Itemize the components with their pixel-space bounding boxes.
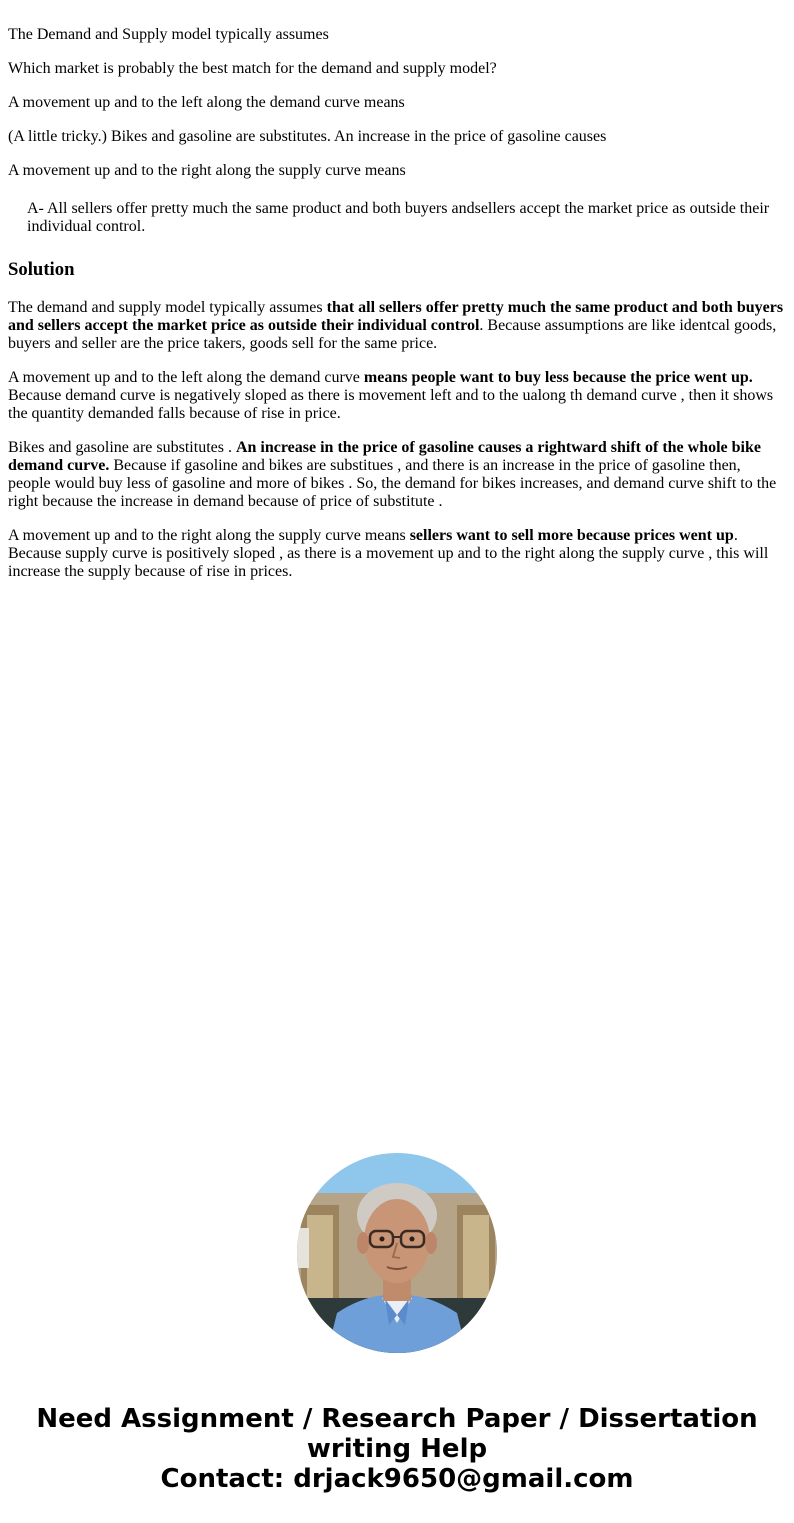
solution-paragraph-1 — [8, 299, 786, 353]
document-body — [8, 26, 786, 597]
question-1: The Demand and Supply model typically assumes — [8, 26, 329, 43]
solution-4-text: A movement up and to the right along the supply curve means — [8, 527, 410, 544]
answer-a: A- All sellers offer pretty much the same product and both buyers andsellers accept the market price as outside their individual control. — [27, 200, 770, 235]
solution-paragraph-3 — [8, 439, 786, 511]
solution-4-text-after: . Because supply curve is positively sloped , as there is a movement up and to the right along the supply curve , this will increase the supply because of rise in prices. — [8, 527, 769, 580]
solution-3-text: Bikes and gasoline are substitutes . — [8, 439, 236, 456]
solution-1-text: The demand and supply model typically assumes — [8, 299, 327, 316]
solution-2-text-after: Because demand curve is negatively sloped as there is movement left and to the ualong th demand curve , then it shows the quantity demanded falls because of rise in price. — [8, 387, 774, 422]
solution-1-bold: that all sellers offer pretty much the same product and both buyers and sellers accept the market price as outside their individual control — [8, 299, 784, 334]
solution-2-text: A movement up and to the left along the demand curve — [8, 369, 364, 386]
question-4: (A little tricky.) Bikes and gasoline are substitutes. An increase in the price of gasoline causes — [8, 128, 607, 145]
contact-footer — [0, 1404, 794, 1494]
solution-paragraph-2 — [8, 369, 786, 423]
solution-1-text-after: . Because assumptions are like identcal goods, buyers and seller are the price takers, goods sell for the same price. — [8, 317, 777, 352]
author-portrait-image — [297, 1153, 497, 1353]
footer-contact-email[interactable]: Contact: drjack9650@gmail.com — [160, 1464, 634, 1494]
question-5: A movement up and to the right along the supply curve means — [8, 162, 406, 179]
author-avatar — [297, 1153, 497, 1353]
solution-heading: Solution — [8, 259, 75, 280]
solution-2-bold: means people want to buy less because the price went up. — [363, 369, 753, 386]
question-2: Which market is probably the best match for the demand and supply model? — [8, 60, 497, 77]
question-3: A movement up and to the left along the demand curve means — [8, 94, 405, 111]
solution-4-bold: sellers want to sell more because prices went up — [409, 527, 734, 544]
footer-help-text: Need Assignment / Research Paper / Dissertation writing Help — [36, 1404, 758, 1464]
solution-3-bold: An increase in the price of gasoline causes a rightward shift of the whole bike demand curve. — [8, 439, 761, 474]
solution-paragraph-4 — [8, 527, 786, 581]
solution-3-text-after: Because if gasoline and bikes are substitues , and there is an increase in the price of gasoline then, people would buy less of gasoline and more of bikes . So, the demand for bikes increases, and demand curve shift to the right because the increase in demand because of price of substitute . — [8, 457, 777, 510]
